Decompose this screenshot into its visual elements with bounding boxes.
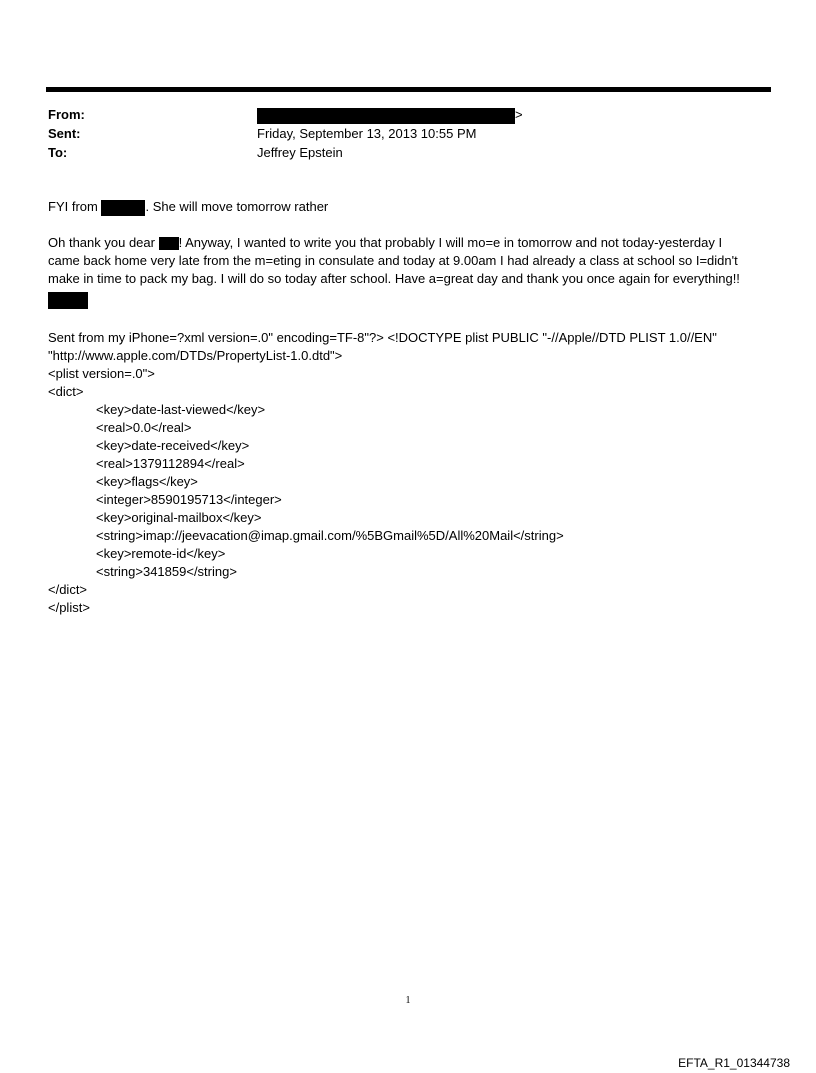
message-body bbox=[48, 198, 778, 617]
signature-redaction-row bbox=[48, 291, 778, 309]
dict-line: <key>date-received</key> bbox=[96, 438, 250, 454]
dict-open: <dict> bbox=[48, 384, 84, 400]
dict-line: <string>341859</string> bbox=[96, 564, 237, 580]
sent-from-line2: "http://www.apple.com/DTDs/PropertyList-1.0.dtd"> bbox=[48, 348, 343, 364]
redaction-box bbox=[101, 200, 145, 216]
dict-line: <real>0.0</real> bbox=[96, 420, 192, 436]
fyi-prefix: FYI from bbox=[48, 199, 98, 214]
bates-number: EFTA_R1_01344738 bbox=[678, 1056, 790, 1070]
p2-line3: make in time to pack my bag. I will do so today after school. Have a=great day and thank you once again for everything!! bbox=[48, 271, 740, 286]
to-label: To: bbox=[48, 145, 68, 160]
header-rule bbox=[46, 87, 771, 92]
dict-line: <string>imap://jeevacation@imap.gmail.com/%5BGmail%5D/All%20Mail</string> bbox=[96, 528, 564, 544]
redaction-box bbox=[159, 237, 179, 250]
redaction-box bbox=[48, 292, 88, 309]
dict-close: </dict> bbox=[48, 582, 88, 598]
p2-line2: came back home very late from the m=eting in consulate and today at 9.00am I had already a class at school so I=didn't bbox=[48, 253, 738, 268]
dict-line: <key>flags</key> bbox=[96, 474, 198, 490]
to-value: Jeffrey Epstein bbox=[257, 145, 343, 160]
sent-value: Friday, September 13, 2013 10:55 PM bbox=[257, 126, 477, 141]
p2-line1: ! Anyway, I wanted to write you that probably I will mo=e in tomorrow and not today-yesterday I bbox=[178, 235, 723, 250]
dict-line: <real>1379112894</real> bbox=[96, 456, 245, 472]
dict-line: <integer>8590195713</integer> bbox=[96, 492, 282, 508]
from-value bbox=[257, 106, 523, 124]
p2-prefix: Oh thank you dear bbox=[48, 235, 155, 250]
fyi-suffix: . She will move tomorrow rather bbox=[145, 199, 329, 214]
plist-open: <plist version=.0"> bbox=[48, 366, 155, 382]
dict-line: <key>date-last-viewed</key> bbox=[96, 402, 266, 418]
message-paragraph bbox=[48, 234, 778, 288]
from-suffix: > bbox=[515, 107, 523, 122]
dict-line: <key>remote-id</key> bbox=[96, 546, 226, 562]
sent-label: Sent: bbox=[48, 126, 81, 141]
plist-close: </plist> bbox=[48, 600, 90, 616]
page-number: 1 bbox=[405, 995, 411, 1006]
sent-from-line1: Sent from my iPhone=?xml version=.0" encoding=TF-8"?> <!DOCTYPE plist PUBLIC "-//Apple//DTD PLIST 1.0//EN" bbox=[48, 330, 717, 346]
fyi-line bbox=[48, 198, 778, 216]
dict-line: <key>original-mailbox</key> bbox=[96, 510, 262, 526]
redaction-box bbox=[257, 108, 515, 124]
from-label: From: bbox=[48, 107, 85, 122]
